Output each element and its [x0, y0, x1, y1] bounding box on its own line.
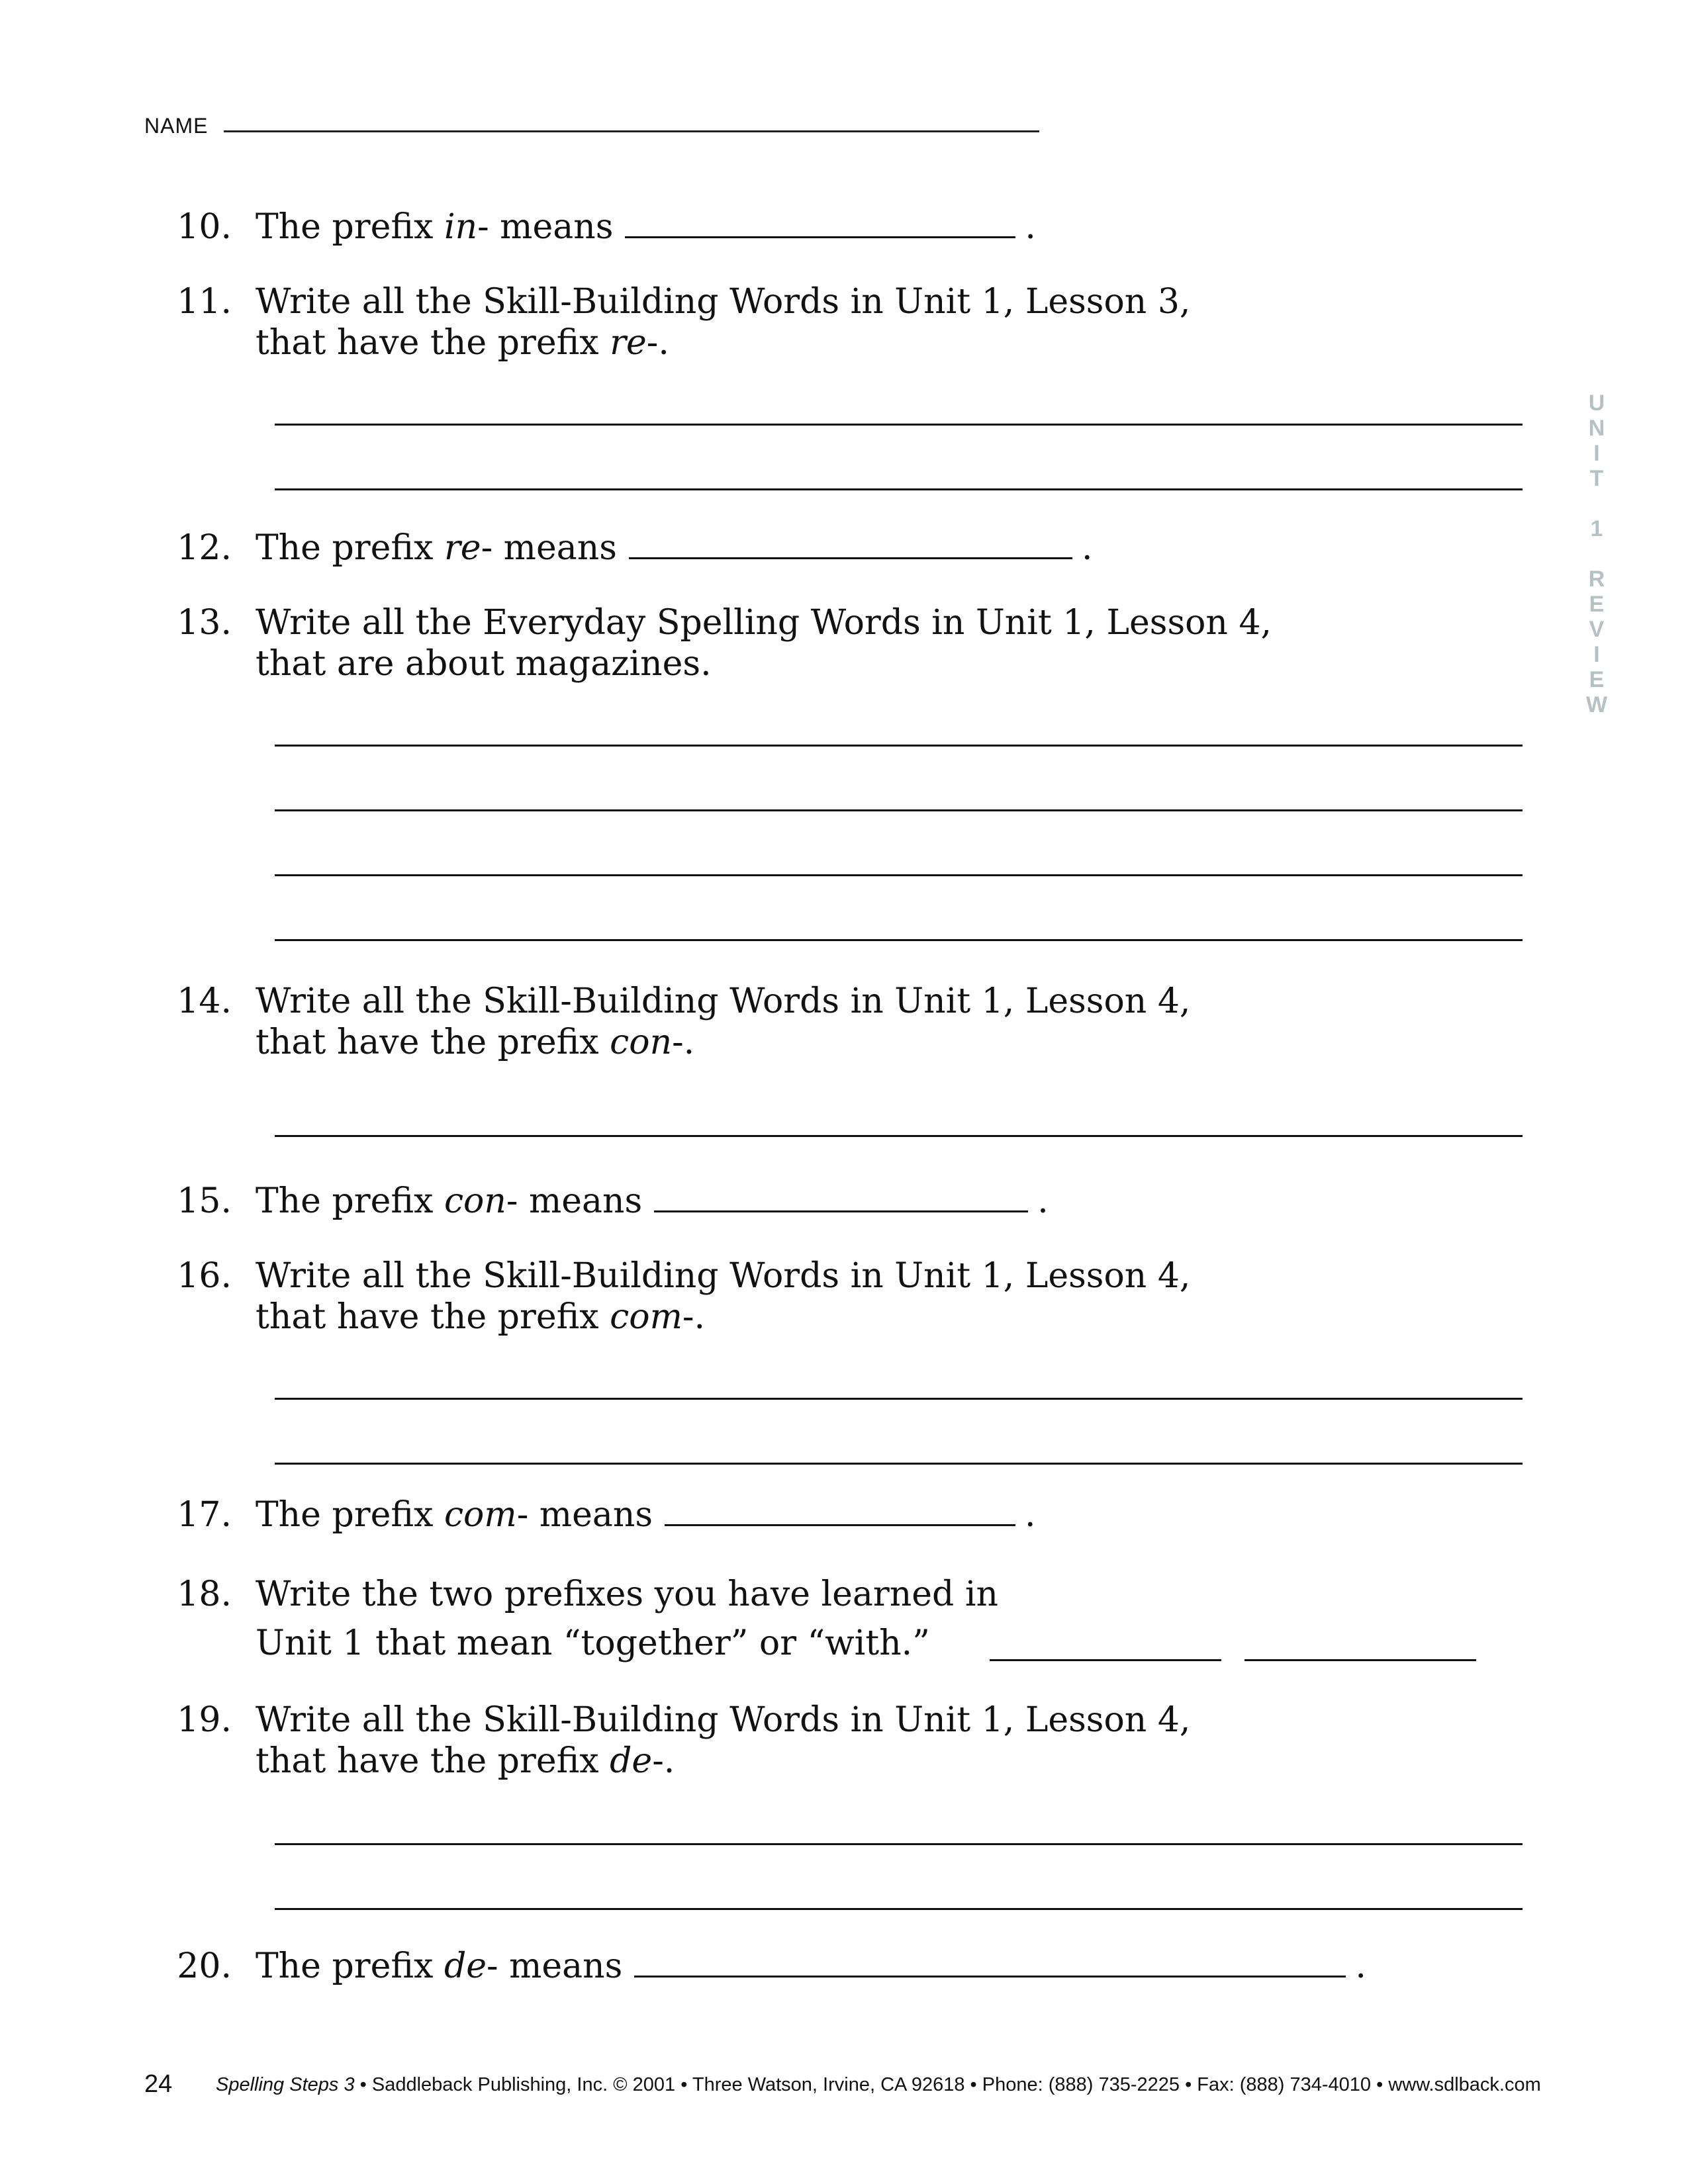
side-tab-letter: W	[1585, 692, 1608, 717]
question-19-text: Write all the Skill-Building Words in Unit 1, Lesson 4, that have the prefix de-.	[256, 1700, 1191, 1781]
answer-line[interactable]	[275, 1843, 1523, 1845]
question-18-text-line-2: Unit 1 that mean “together” or “with.”	[256, 1623, 930, 1663]
answer-blank[interactable]	[990, 1659, 1221, 1661]
book-title: Spelling Steps 3	[216, 2074, 355, 2095]
footer-credits	[216, 2074, 1541, 2096]
publisher-info: • Saddleback Publishing, Inc. © 2001 • Three Watson, Irvine, CA 92618 • Phone: (888) 735-2225 • Fax: (888) 734-4010 • www.sdlback.com	[354, 2074, 1541, 2095]
side-tab-letter: V	[1589, 617, 1605, 642]
question-14-text: Write all the Skill-Building Words in Unit 1, Lesson 4, that have the prefix con-.	[256, 981, 1191, 1062]
answer-blank[interactable]	[629, 551, 1072, 559]
answer-line[interactable]	[275, 424, 1523, 426]
question-number: 10.	[177, 207, 232, 247]
answer-blank[interactable]	[1244, 1659, 1476, 1661]
answer-line[interactable]	[275, 1135, 1523, 1137]
question-17-text: The prefix com- means .	[256, 1495, 1036, 1535]
answer-line[interactable]	[275, 488, 1523, 490]
side-tab-letter: I	[1593, 441, 1600, 466]
side-tab-gap	[1582, 541, 1611, 567]
page-number: 24	[144, 2070, 173, 2098]
name-input-line[interactable]	[224, 130, 1039, 132]
question-number: 18.	[177, 1574, 232, 1614]
side-tab-letter: N	[1588, 416, 1605, 441]
question-12-text: The prefix re- means .	[256, 528, 1093, 568]
question-13-text: Write all the Everyday Spelling Words in Unit 1, Lesson 4, that are about magazines.	[256, 603, 1272, 684]
answer-line[interactable]	[275, 874, 1523, 876]
question-16-text: Write all the Skill-Building Words in Unit 1, Lesson 4, that have the prefix com-.	[256, 1256, 1191, 1337]
side-tab-letter: E	[1589, 667, 1605, 692]
question-number: 14.	[177, 981, 232, 1021]
side-tab-letter: 1	[1590, 516, 1603, 541]
answer-blank[interactable]	[665, 1518, 1015, 1526]
question-number: 19.	[177, 1700, 232, 1740]
question-number: 16.	[177, 1256, 232, 1296]
side-tab-gap	[1582, 491, 1611, 516]
answer-line[interactable]	[275, 1398, 1523, 1400]
side-tab-letter: E	[1589, 592, 1605, 617]
question-15-text: The prefix con- means .	[256, 1181, 1049, 1221]
question-number: 20.	[177, 1946, 232, 1986]
side-tab-letter: T	[1589, 466, 1604, 491]
answer-line[interactable]	[275, 1463, 1523, 1465]
name-label: NAME	[144, 114, 209, 138]
answer-line[interactable]	[275, 809, 1523, 811]
side-tab-letter: R	[1588, 567, 1605, 592]
side-tab-letter: U	[1588, 390, 1605, 416]
answer-blank[interactable]	[654, 1204, 1028, 1212]
question-number: 17.	[177, 1495, 232, 1535]
answer-line[interactable]	[275, 745, 1523, 747]
question-10-text: The prefix in- means .	[256, 207, 1036, 247]
question-18-text: Write the two prefixes you have learned in	[256, 1574, 998, 1614]
question-number: 12.	[177, 528, 232, 568]
question-number: 13.	[177, 603, 232, 643]
side-tab-letter: I	[1593, 642, 1600, 667]
answer-line[interactable]	[275, 1908, 1523, 1910]
answer-line[interactable]	[275, 939, 1523, 941]
answer-blank[interactable]	[625, 230, 1015, 238]
question-20-text: The prefix de- means .	[256, 1946, 1366, 1986]
unit-review-side-tab	[1582, 390, 1611, 717]
question-11-text: Write all the Skill-Building Words in Unit 1, Lesson 3, that have the prefix re-.	[256, 282, 1191, 363]
question-number: 15.	[177, 1181, 232, 1221]
answer-blank[interactable]	[634, 1969, 1346, 1978]
question-number: 11.	[177, 282, 232, 322]
